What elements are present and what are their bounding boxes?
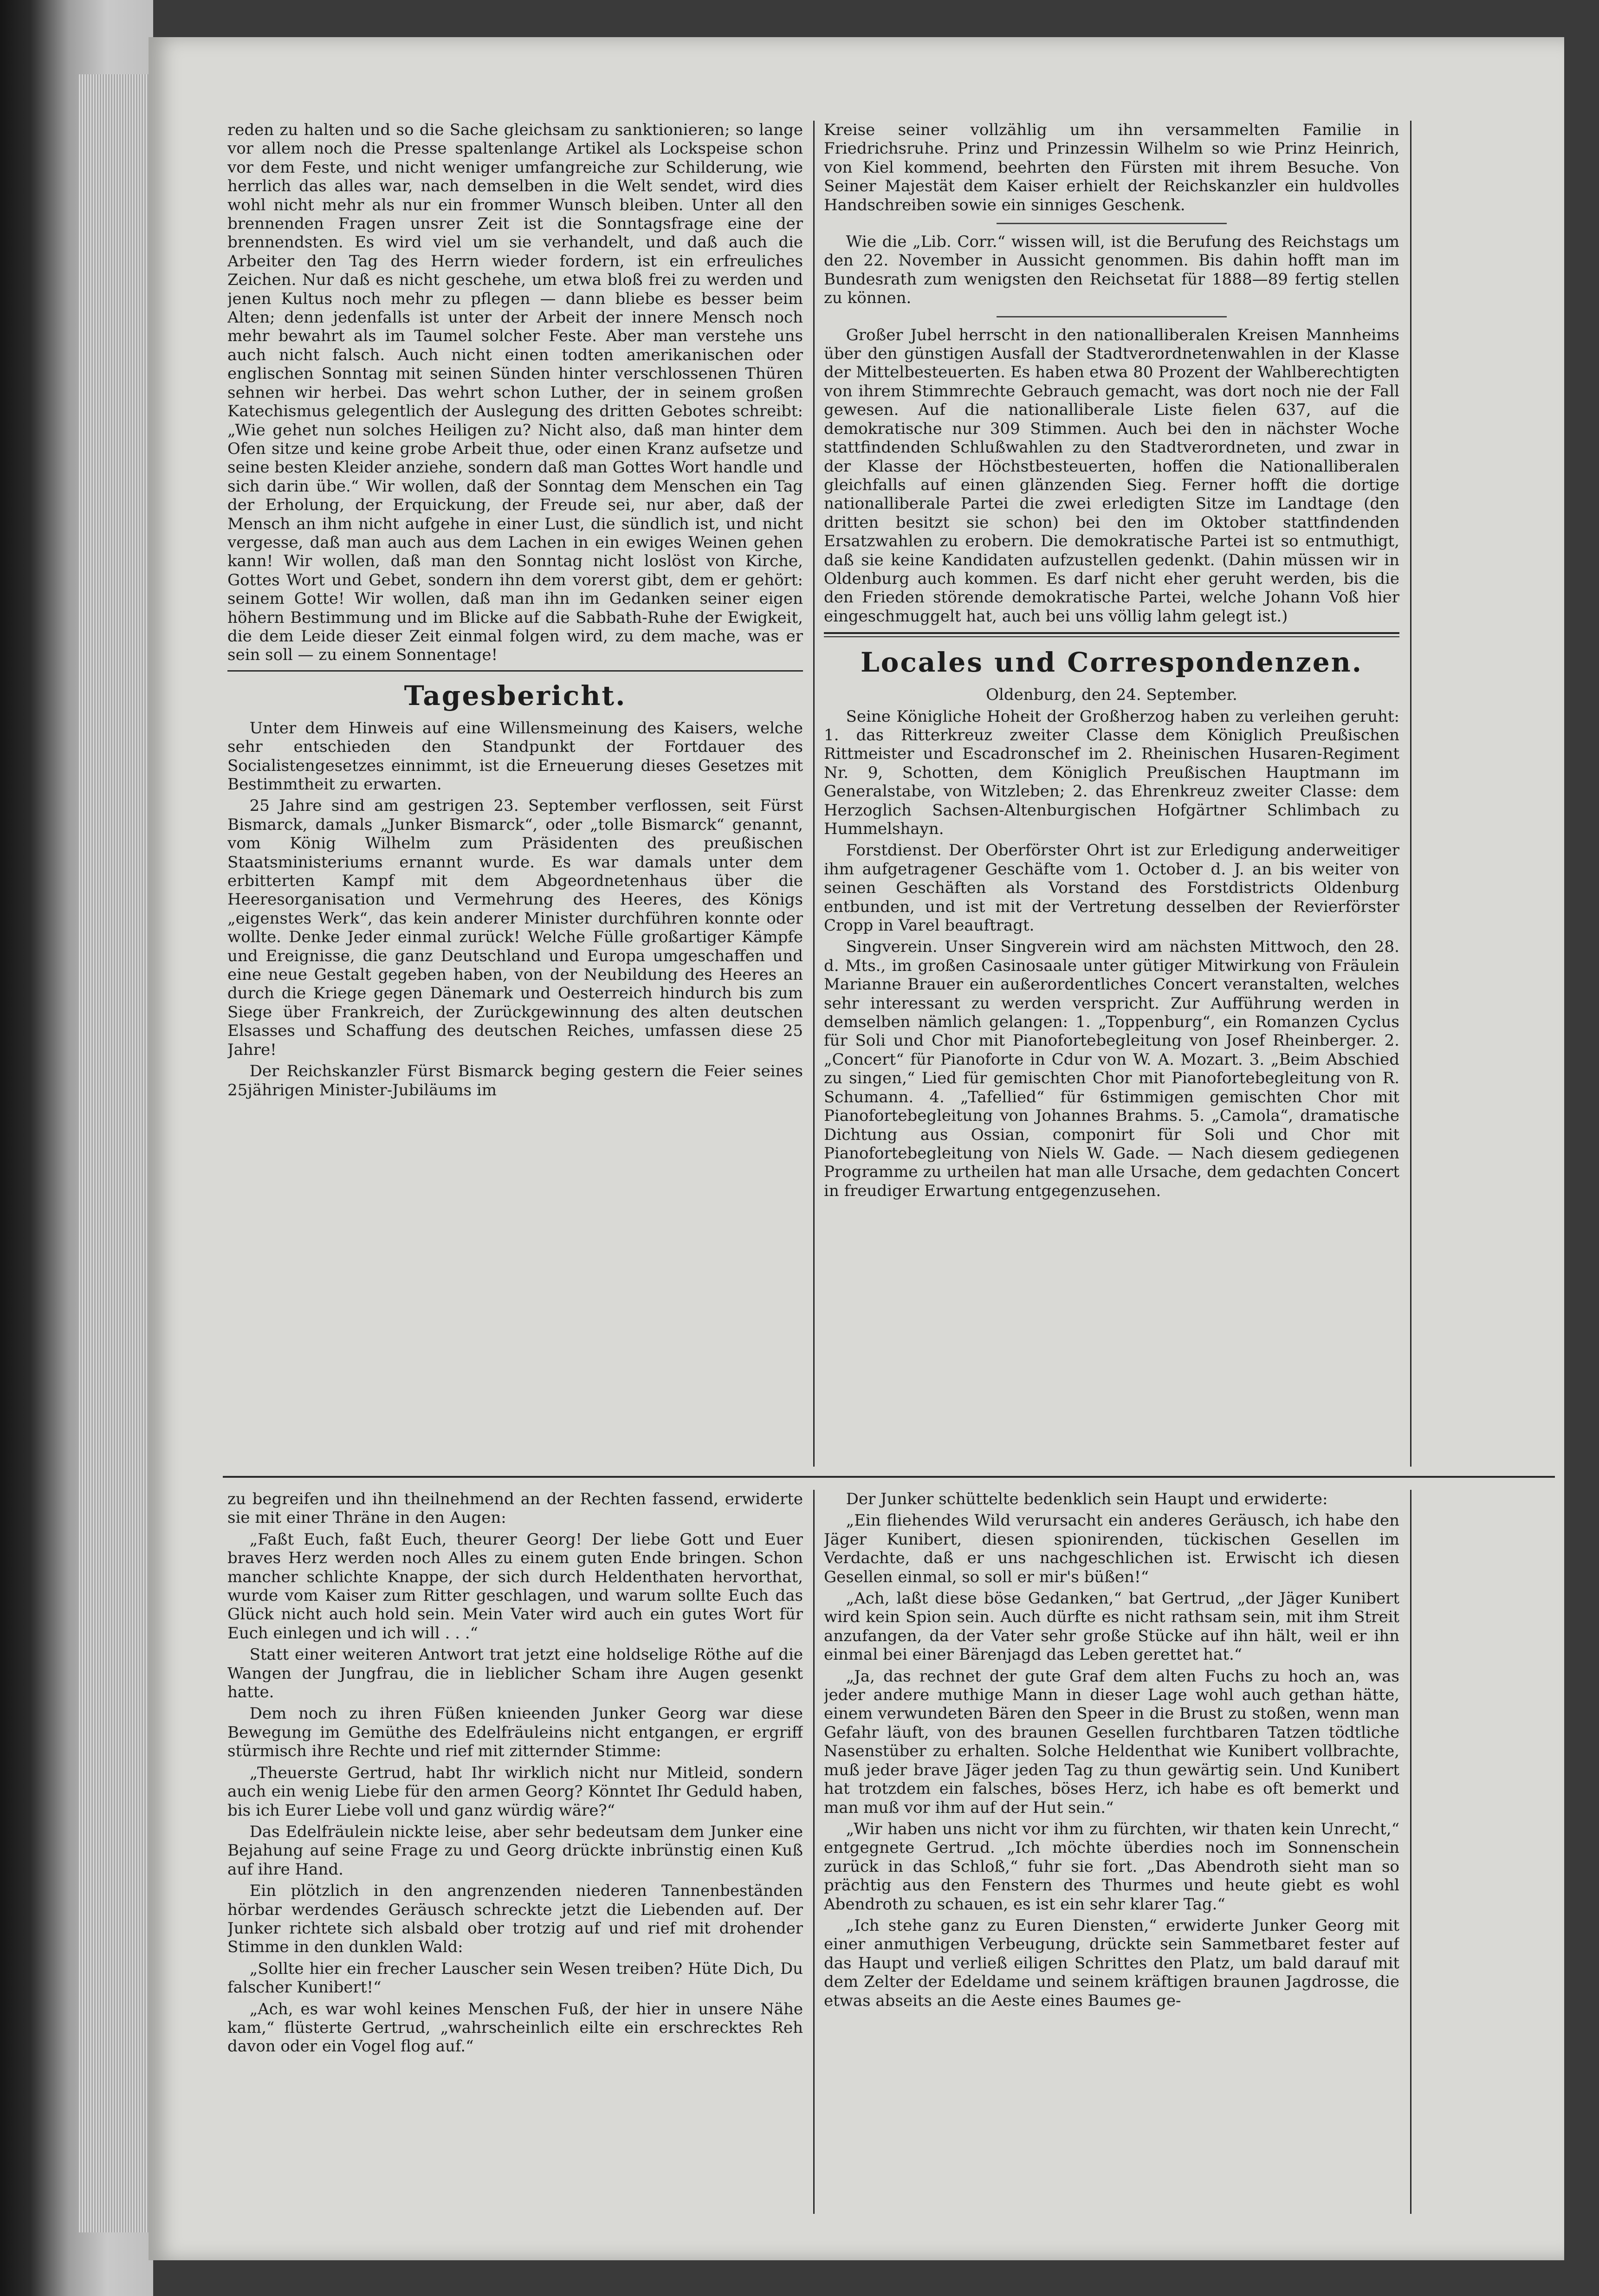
column-rule <box>813 1490 815 2214</box>
story-paragraph: „Wir haben uns nicht vor ihm zu fürchten, wir thaten kein Unrecht,“ entgegnete Gertrud. „Ich möchte überdies noch im Sonnenschein zurück in das Schloß,“ fuhr sie fort. „Das Abendroth sieht man so prächtig aus den Fenstern des Thurmes und heute giebt es wohl Abendroth zu schauen, es ist ein sehr klarer Tag.“ <box>824 1819 1399 1914</box>
news-paragraph: Seine Königliche Hoheit der Großherzog haben zu verleihen geruht: 1. das Ritterkreuz zweiter Classe dem Königlich Preußischen Rittmeister und Escadronschef im 2. Rheinischen Husaren-Regiment Nr. 9, Schotten, dem Königlich Preußischen Hauptmann im Generalstabe, von Witzleben; 2. das Ehrenkreuz zweiter Classe: dem Herzoglich Sachsen-Altenburgischen Hofgärtner Schlimbach zu Hummelshayn. <box>824 707 1399 838</box>
story-paragraph: „Sollte hier ein frecher Lauscher sein Wesen treiben? Hüte Dich, Du falscher Kunibert!“ <box>227 1959 803 1997</box>
locales-heading: Locales und Correspondenzen. <box>861 647 1363 679</box>
book-page-edge <box>0 0 153 2296</box>
story-paragraph: Der Junker schüttelte bedenklich sein Haupt und erwiderte: <box>846 1490 1328 1508</box>
top-column-1 <box>227 121 803 1467</box>
news-paragraph: Forstdienst. Der Oberförster Ohrt ist zur Erledigung anderweitiger ihm aufgetragener Geschäfte vom 1. October d. J. an bis weiter von seinen Geschäften als Vorstand des Forstdistricts Oldenburg entbunden, und ist mit der Vertretung desselben der Revierförster Cropp in Varel beauftragt. <box>824 841 1399 935</box>
news-paragraph: Der Reichskanzler Fürst Bismarck beging gestern die Feier seines 25jährigen Minister-Jubiläums im <box>227 1062 803 1099</box>
story-paragraph: Statt einer weiteren Antwort trat jetzt eine holdselige Röthe auf die Wangen der Jungfrau, die in lieblicher Scham ihre Augen gesenkt hatte. <box>227 1645 803 1702</box>
story-paragraph: „Ich stehe ganz zu Euren Diensten,“ erwiderte Junker Georg mit einer anmuthigen Verbeugung, drückte sein Sammetbaret fester auf das Haupt und verließ eiligen Schrittes den Platz, um bald darauf mit dem Zelter der Edeldame und seinem kräftigen braunen Jagdrosse, die etwas abseits an die Aeste eines Baumes ge- <box>824 1916 1399 2010</box>
top-column-3-content <box>1420 121 1555 1467</box>
short-separator <box>997 223 1227 224</box>
column-separator <box>227 670 803 672</box>
column-rule <box>813 121 815 1467</box>
article-sunday-question: reden zu halten und so die Sache gleichsam zu sanktionieren; so lange vor allem noch die Presse spaltenlange Artikel als Lockspeise schon vor dem Feste, und nicht weniger umfangreiche zur Schilderung, wie herrlich das alles war, nach demselben in die Welt sendet, wird dies wohl nicht mehr als nur ein frommer Wunsch bleiben. Unter all den brennenden Fragen unsrer Zeit ist die Sonntagsfrage eine der brennendsten. Es wird viel um sie verhandelt, und daß auch die Arbeiter den Tag des Herrn wieder fordern, ist ein erfreuliches Zeichen. Nur daß es nicht geschehe, um etwa bloß frei zu werden und jenen Kultus noch mehr zu pflegen — dann bliebe es besser beim Alten; denn jedenfalls ist unter der Arbeit der innere Mensch noch mehr bewahrt als im Taumel solcher Feste. Aber man verstehe uns auch nicht falsch. Auch nicht einen todten amerikanischen oder englischen Sonntag mit seinen Sünden hinter verschlossenen Thüren sehnen wir herbei. Das wehrt schon Luther, der in seinem großen Katechismus gelegentlich der Auslegung des dritten Gebotes schreibt: „Wie gehet nun solches Heiligen zu? Nicht also, daß man hinter dem Ofen sitze und keine grobe Arbeit thue, oder einen Kranz aufsetze und seine besten Kleider anziehe, sondern daß man Gottes Wort handle und sich darin übe.“ Wir wollen, daß der Sonntag dem Menschen ein Tag der Erholung, der Erquickung, der Freude sei, nur aber, daß der Mensch an ihm nicht aufgehe in einer Lust, die sündlich ist, und nicht vergesse, daß man auch aus dem Lachen in ein ewiges Weinen gehen kann! Wir wollen, daß man den Sonntag nicht loslöst von Kirche, Gottes Wort und Gebet, sondern ihn dem vorerst gibt, dem er gehört: seinem Gotte! Wir wollen, daß man ihn im Gedanken seiner eigen höhern Bestimmung und im Blicke auf die Sabbath-Ruhe der Ewigkeit, die dem Leide dieser Zeit einmal folgen wird, zu dem mache, was er sein soll — zu einem Sonnentage! <box>227 121 803 665</box>
story-paragraph: zu begreifen und ihn theilnehmend an der Rechten fassend, erwiderte sie mit einer Thräne in den Augen: <box>227 1490 803 1527</box>
top-column-2 <box>824 121 1399 1467</box>
column-rule <box>1410 1490 1411 2214</box>
story-paragraph: „Faßt Euch, faßt Euch, theurer Georg! Der liebe Gott und Euer braves Herz werden noch Alles zu einem guten Ende bringen. Schon mancher schlichte Knappe, der sich durch Heldenthaten hervorthat, wurde vom Kaiser zum Ritter geschlagen, und warum sollte Euch das Glück nicht auch hold sein. Mein Vater wird auch ein gutes Wort für Euch einlegen und ich will . . .“ <box>227 1530 803 1643</box>
news-paragraph: Großer Jubel herrscht in den nationalliberalen Kreisen Mannheims über den günstigen Ausfall der Stadtverordnetenwahlen in der Klasse der Mittelbesteuerten. Es haben etwa 80 Prozent der Wahlberechtigten von ihrem Stimmrechte Gebrauch gemacht, was dort noch nie der Fall gewesen. Auf die nationalliberale Liste fielen 637, auf die demokratische nur 309 Stimmen. Auch bei den in nächster Woche stattfindenden Schlußwahlen zu den Stadtverordneten, und zwar in der Klasse der Höchstbesteuerten, hoffen die Nationalliberalen gleichfalls auf einen glänzenden Sieg. Ferner hofft die dortige nationalliberale Partei die zwei erledigten Sitze im Landtage (den dritten besitzt sie schon) bei den im Oktober stattfindenden Ersatzwahlen zu erobern. Die demokratische Partei ist so entmuthigt, daß sie keine Kandidaten aufzustellen gedenkt. (Dahin müssen wir in Oldenburg auch kommen. Es darf nicht eher geruht werden, bis die den Frieden störende demokratische Partei, welche Johann Voß hier eingeschmuggelt hat, auch bei uns völlig lahm gelegt ist.) <box>824 325 1399 626</box>
dateline: Oldenburg, den 24. September. <box>986 686 1237 705</box>
news-paragraph: Unter dem Hinweis auf eine Willensmeinung des Kaisers, welche sehr entschieden den Standpunkt der Fortdauer des Socialistengesetzes einnimmt, ist die Erneuerung dieses Gesetzes mit Bestimmtheit zu erwarten. <box>227 718 803 794</box>
news-paragraph: Wie die „Lib. Corr.“ wissen will, ist die Berufung des Reichstags um den 22. November in Aussicht genommen. Bis dahin hofft man im Bundesrath zum wenigsten den Reichsetat für 1888—89 fertig stellen zu können. <box>824 233 1399 308</box>
feuilleton-rule <box>223 1476 1555 1478</box>
newspaper-page <box>149 37 1564 2260</box>
story-paragraph: „Ach, es war wohl keines Menschen Fuß, der hier in unsere Nähe kam,“ flüsterte Gertrud, „wahrscheinlich eilte ein erschrecktes Reh davon oder ein Vogel flog auf.“ <box>227 1999 803 2056</box>
double-separator <box>824 632 1399 637</box>
story-paragraph: Ein plötzlich in den angrenzenden niederen Tannenbeständen hörbar werdendes Geräusch schreckte jetzt die Liebenden auf. Der Junker richtete sich alsbald ober trotzig auf und rief mit drohender Stimme in den dunklen Wald: <box>227 1882 803 1957</box>
news-paragraph: Singverein. Unser Singverein wird am nächsten Mittwoch, den 28. d. Mts., im großen Casinosaale unter gütiger Mitwirkung von Fräulein Marianne Brauer ein außerordentliches Concert veranstalten, welches sehr interessant zu werden verspricht. Zur Aufführung werden in demselben nämlich gelangen: 1. „Toppenburg“, ein Romanzen Cyclus für Soli und Chor mit Pianofortebegleitung von Josef Rheinberger. 2. „Concert“ für Pianoforte in Cdur von W. A. Mozart. 3. „Beim Abschied zu singen,“ Lied für gemischten Chor mit Pianofortebegleitung von R. Schumann. 4. „Tafellied“ für 6stimmigen gemischten Chor mit Pianofortebegleitung von Johannes Brahms. 5. „Camola“, dramatische Dichtung aus Ossian, componirt für Soli und Chor mit Pianofortebegleitung von Niels W. Gade. — Nach diesem gediegenen Programme zu urtheilen hat man alle Ursache, dem gedachten Concert in freudiger Erwartung entgegenzusehen. <box>824 938 1399 1200</box>
news-paragraph: 25 Jahre sind am gestrigen 23. September verflossen, seit Fürst Bismarck, damals „Junker Bismarck“, oder „tolle Bismarck“ genannt, vom König Wilhelm zum Präsidenten des preußischen Staatsministeriums ernannt wurde. Es war damals unter dem erbitterten Kampf mit dem Abgeordnetenhaus über die Heeresorganisation und Vermehrung des Heeres, des Königs „eigenstes Werk“, das kein anderer Minister durchführen konnte oder wollte. Denke Jeder einmal zurück! Welche Fülle großartiger Kämpfe und Ereignisse, die ganz Deutschland und Europa umgeschaffen und eine neue Gestalt gegeben haben, von der Neubildung des Heeres an durch die Kriege gegen Dänemark und Oesterreich hindurch bis zum Siege über Frankreich, der Zurückgewinnung des alten deutschen Elsasses und Schaffung des deutschen Reiches, umfassen diese 25 Jahre! <box>227 796 803 1059</box>
story-paragraph: Das Edelfräulein nickte leise, aber sehr bedeutsam dem Junker eine Bejahung auf seine Frage zu und Georg drückte inbrünstig einen Kuß auf ihre Hand. <box>227 1822 803 1879</box>
news-paragraph: Kreise seiner vollzählig um ihn versammelten Familie in Friedrichsruhe. Prinz und Prinzessin Wilhelm so wie Prinz Heinrich, von Kiel kommend, beehrten den Fürsten mit ihrem Besuche. Von Seiner Majestät dem Kaiser erhielt der Reichskanzler ein huldvolles Handschreiben sowie ein sinniges Geschenk. <box>824 121 1399 214</box>
stacked-pages <box>79 74 149 2232</box>
column-rule <box>1410 121 1411 1467</box>
tagesbericht-heading: Tagesbericht. <box>404 679 627 711</box>
short-separator <box>997 316 1227 317</box>
story-paragraph: „Ach, laßt diese böse Gedanken,“ bat Gertrud, „der Jäger Kunibert wird kein Spion sein. Auch dürfte es nicht rathsam sein, mit ihm Streit anzufangen, da der Vater sehr große Stücke auf ihn hält, weil er ihn einmal bei einer Bärenjagd das Leben gerettet hat.“ <box>824 1589 1399 1664</box>
story-paragraph: „Ein fliehendes Wild verursacht ein anderes Geräusch, ich habe den Jäger Kunibert, diesen spionirenden, tückischen Gesellen im Verdachte, daß er uns nachgeschlichen ist. Erwischt ich diesen Gesellen einmal, so soll er mir's büßen!“ <box>824 1511 1399 1586</box>
story-paragraph: „Theuerste Gertrud, habt Ihr wirklich nicht nur Mitleid, sondern auch ein wenig Liebe für den armen Georg? Könntet Ihr Geduld haben, bis ich Eurer Liebe voll und ganz würdig wäre?“ <box>227 1763 803 1820</box>
story-paragraph: „Ja, das rechnet der gute Graf dem alten Fuchs zu hoch an, was jeder andere muthige Mann in dieser Lage wohl auch gethan hätte, einem verwundeten Bären den Speer in die Brust zu stoßen, wenn man Gefahr läuft, von des braunen Gesellen furchtbaren Tatzen tödtliche Nasenstüber zu erhalten. Solche Heldenthat wie Kunibert vollbrachte, muß jeder brave Jäger jeden Tag zu thun gewärtig sein. Und Kunibert hat trotzdem ein falsches, böses Herz, ich habe es oft bemerkt und man muß vor ihm auf der Hut sein.“ <box>824 1667 1399 1817</box>
feuilleton-column-2 <box>824 1490 1399 2214</box>
story-paragraph: Dem noch zu ihren Füßen knieenden Junker Georg war diese Bewegung im Gemüthe des Edelfräuleins nicht entgangen, er ergriff stürmisch ihre Rechte und rief mit zitternder Stimme: <box>227 1704 803 1761</box>
feuilleton-column-1 <box>227 1490 803 2214</box>
